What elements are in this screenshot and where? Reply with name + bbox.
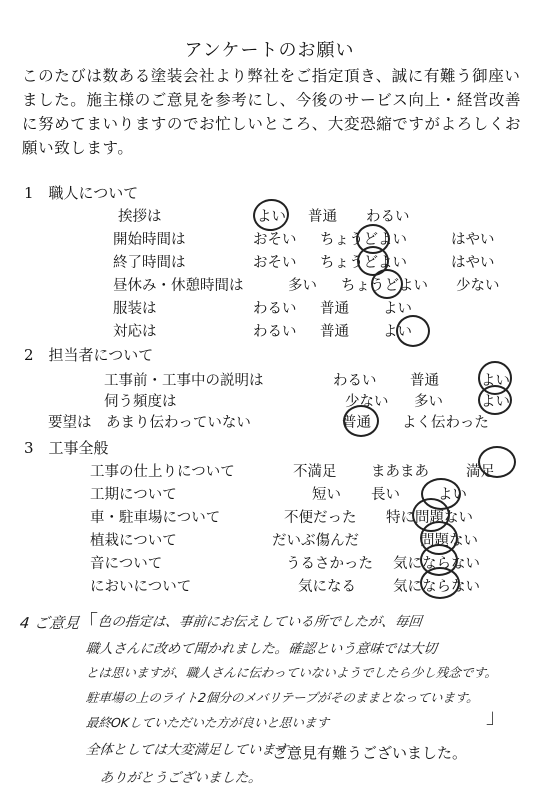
opt-requests-not[interactable]: あまり伝わっていない [106, 415, 251, 431]
opt-noise-fine[interactable]: 気にならない [393, 556, 480, 572]
opt-noise-loud[interactable]: うるさかった [286, 556, 373, 572]
opt-start-early[interactable]: はやい [451, 232, 495, 248]
opt-smell-bothered[interactable]: 気になる [298, 579, 356, 595]
opt-explanation-bad[interactable]: わるい [333, 373, 377, 389]
opt-end-early[interactable]: はやい [451, 255, 495, 271]
opinion-open-bracket: 「 [78, 610, 98, 634]
opt-requests-normal[interactable]: 普通 [342, 415, 371, 431]
opinion-line-1: 色の指定は、事前にお伝えしている所でしたが、毎回 [96, 614, 423, 630]
label-smell: においについて [90, 579, 192, 595]
opt-response-good[interactable]: よい [383, 324, 412, 340]
opt-requests-well[interactable]: よく伝わった [402, 415, 489, 431]
opt-explanation-normal[interactable]: 普通 [410, 373, 439, 389]
label-start-time: 開始時間は [113, 232, 186, 248]
opinion-line-3: とは思いますが、職人さんに伝わっていないようでしたら少し残念です。 [85, 665, 499, 680]
label-explanation: 工事前・工事中の説明は [104, 373, 264, 389]
opt-start-late[interactable]: おそい [253, 232, 297, 248]
opinion-line-5: 最終OKしていただいた方が良いと思います [85, 715, 330, 730]
label-break-time: 昼休み・休憩時間は [113, 278, 244, 294]
label-requests: 要望は [48, 415, 92, 431]
opt-start-right[interactable]: ちょうどよい [320, 232, 407, 248]
opt-duration-short[interactable]: 短い [312, 487, 341, 503]
label-finish: 工事の仕上りについて [90, 464, 235, 480]
label-attire: 服装は [113, 301, 157, 317]
opt-break-right[interactable]: ちょうどよい [341, 278, 428, 294]
opt-plants-damaged[interactable]: だいぶ傷んだ [272, 533, 359, 549]
opt-plants-no-problem[interactable]: 問題ない [420, 533, 478, 549]
label-visit-frequency: 伺う頻度は [104, 394, 177, 410]
opt-explanation-good[interactable]: よい [481, 373, 510, 389]
opt-smell-fine[interactable]: 気にならない [393, 579, 480, 595]
opt-attire-good[interactable]: よい [383, 301, 412, 317]
section-2-heading: 2 担当者について [24, 346, 154, 364]
section-3-heading: 3 工事全般 [24, 439, 109, 457]
opt-attire-bad[interactable]: わるい [253, 301, 297, 317]
label-duration: 工期について [90, 487, 177, 503]
label-greeting: 挨拶は [118, 209, 162, 225]
opt-end-right[interactable]: ちょうどよい [320, 255, 407, 271]
opt-greeting-bad[interactable]: わるい [366, 209, 410, 225]
opt-greeting-normal[interactable]: 普通 [308, 209, 337, 225]
opinion-line-4: 駐車場の上のライト2個分のメバリテープがそのままとなっています。 [85, 690, 480, 705]
opt-break-few[interactable]: 少ない [456, 278, 500, 294]
section-1-heading: 1 職人について [24, 184, 139, 202]
page-title: アンケートのお願い [184, 40, 355, 61]
label-noise: 音について [90, 556, 163, 572]
opt-break-many[interactable]: 多い [288, 278, 317, 294]
label-plants: 植栽について [90, 533, 177, 549]
opt-parking-inconvenient[interactable]: 不便だった [284, 510, 357, 526]
opt-visit-many[interactable]: 多い [414, 394, 443, 410]
opt-greeting-good[interactable]: よい [257, 209, 286, 225]
opinion-label: 4 ご意見 [19, 614, 81, 632]
opt-response-bad[interactable]: わるい [253, 324, 297, 340]
opt-finish-unsatisfied[interactable]: 不満足 [293, 464, 337, 480]
opt-finish-satisfied[interactable]: 満足 [466, 464, 495, 480]
opinion-overall: 全体としては大変満足しています [84, 742, 290, 758]
opt-visit-few[interactable]: 少ない [345, 394, 389, 410]
label-response: 対応は [113, 324, 157, 340]
opt-parking-no-problem[interactable]: 特に問題ない [386, 510, 473, 526]
opt-response-normal[interactable]: 普通 [320, 324, 349, 340]
label-end-time: 終了時間は [113, 255, 186, 271]
opt-attire-normal[interactable]: 普通 [320, 301, 349, 317]
opt-duration-long[interactable]: 長い [371, 487, 400, 503]
opt-end-late[interactable]: おそい [253, 255, 297, 271]
label-parking: 車・駐車場について [90, 510, 221, 526]
intro-text: このたびは数ある塗装会社より弊社をご指定頂き、誠に有難う御座いました。施主様のご意見を参考にし、今後のサービス向上・経営改善に努めてまいりますのでお忙しいところ、大変恐縮ですがよろしくお願い致します。 [22, 67, 522, 157]
signoff-note: ありがとうございました。 [98, 770, 263, 786]
opinion-close-bracket: 」 [486, 704, 506, 728]
opinion-line-2: 職人さんに改めて聞かれました。確認という意味では大切 [84, 641, 438, 657]
opt-duration-good[interactable]: よい [438, 487, 467, 503]
opt-finish-ok[interactable]: まあまあ [371, 464, 429, 480]
closing-thanks: ご意見有難うございました。 [272, 744, 468, 762]
opt-visit-good[interactable]: よい [481, 394, 510, 410]
